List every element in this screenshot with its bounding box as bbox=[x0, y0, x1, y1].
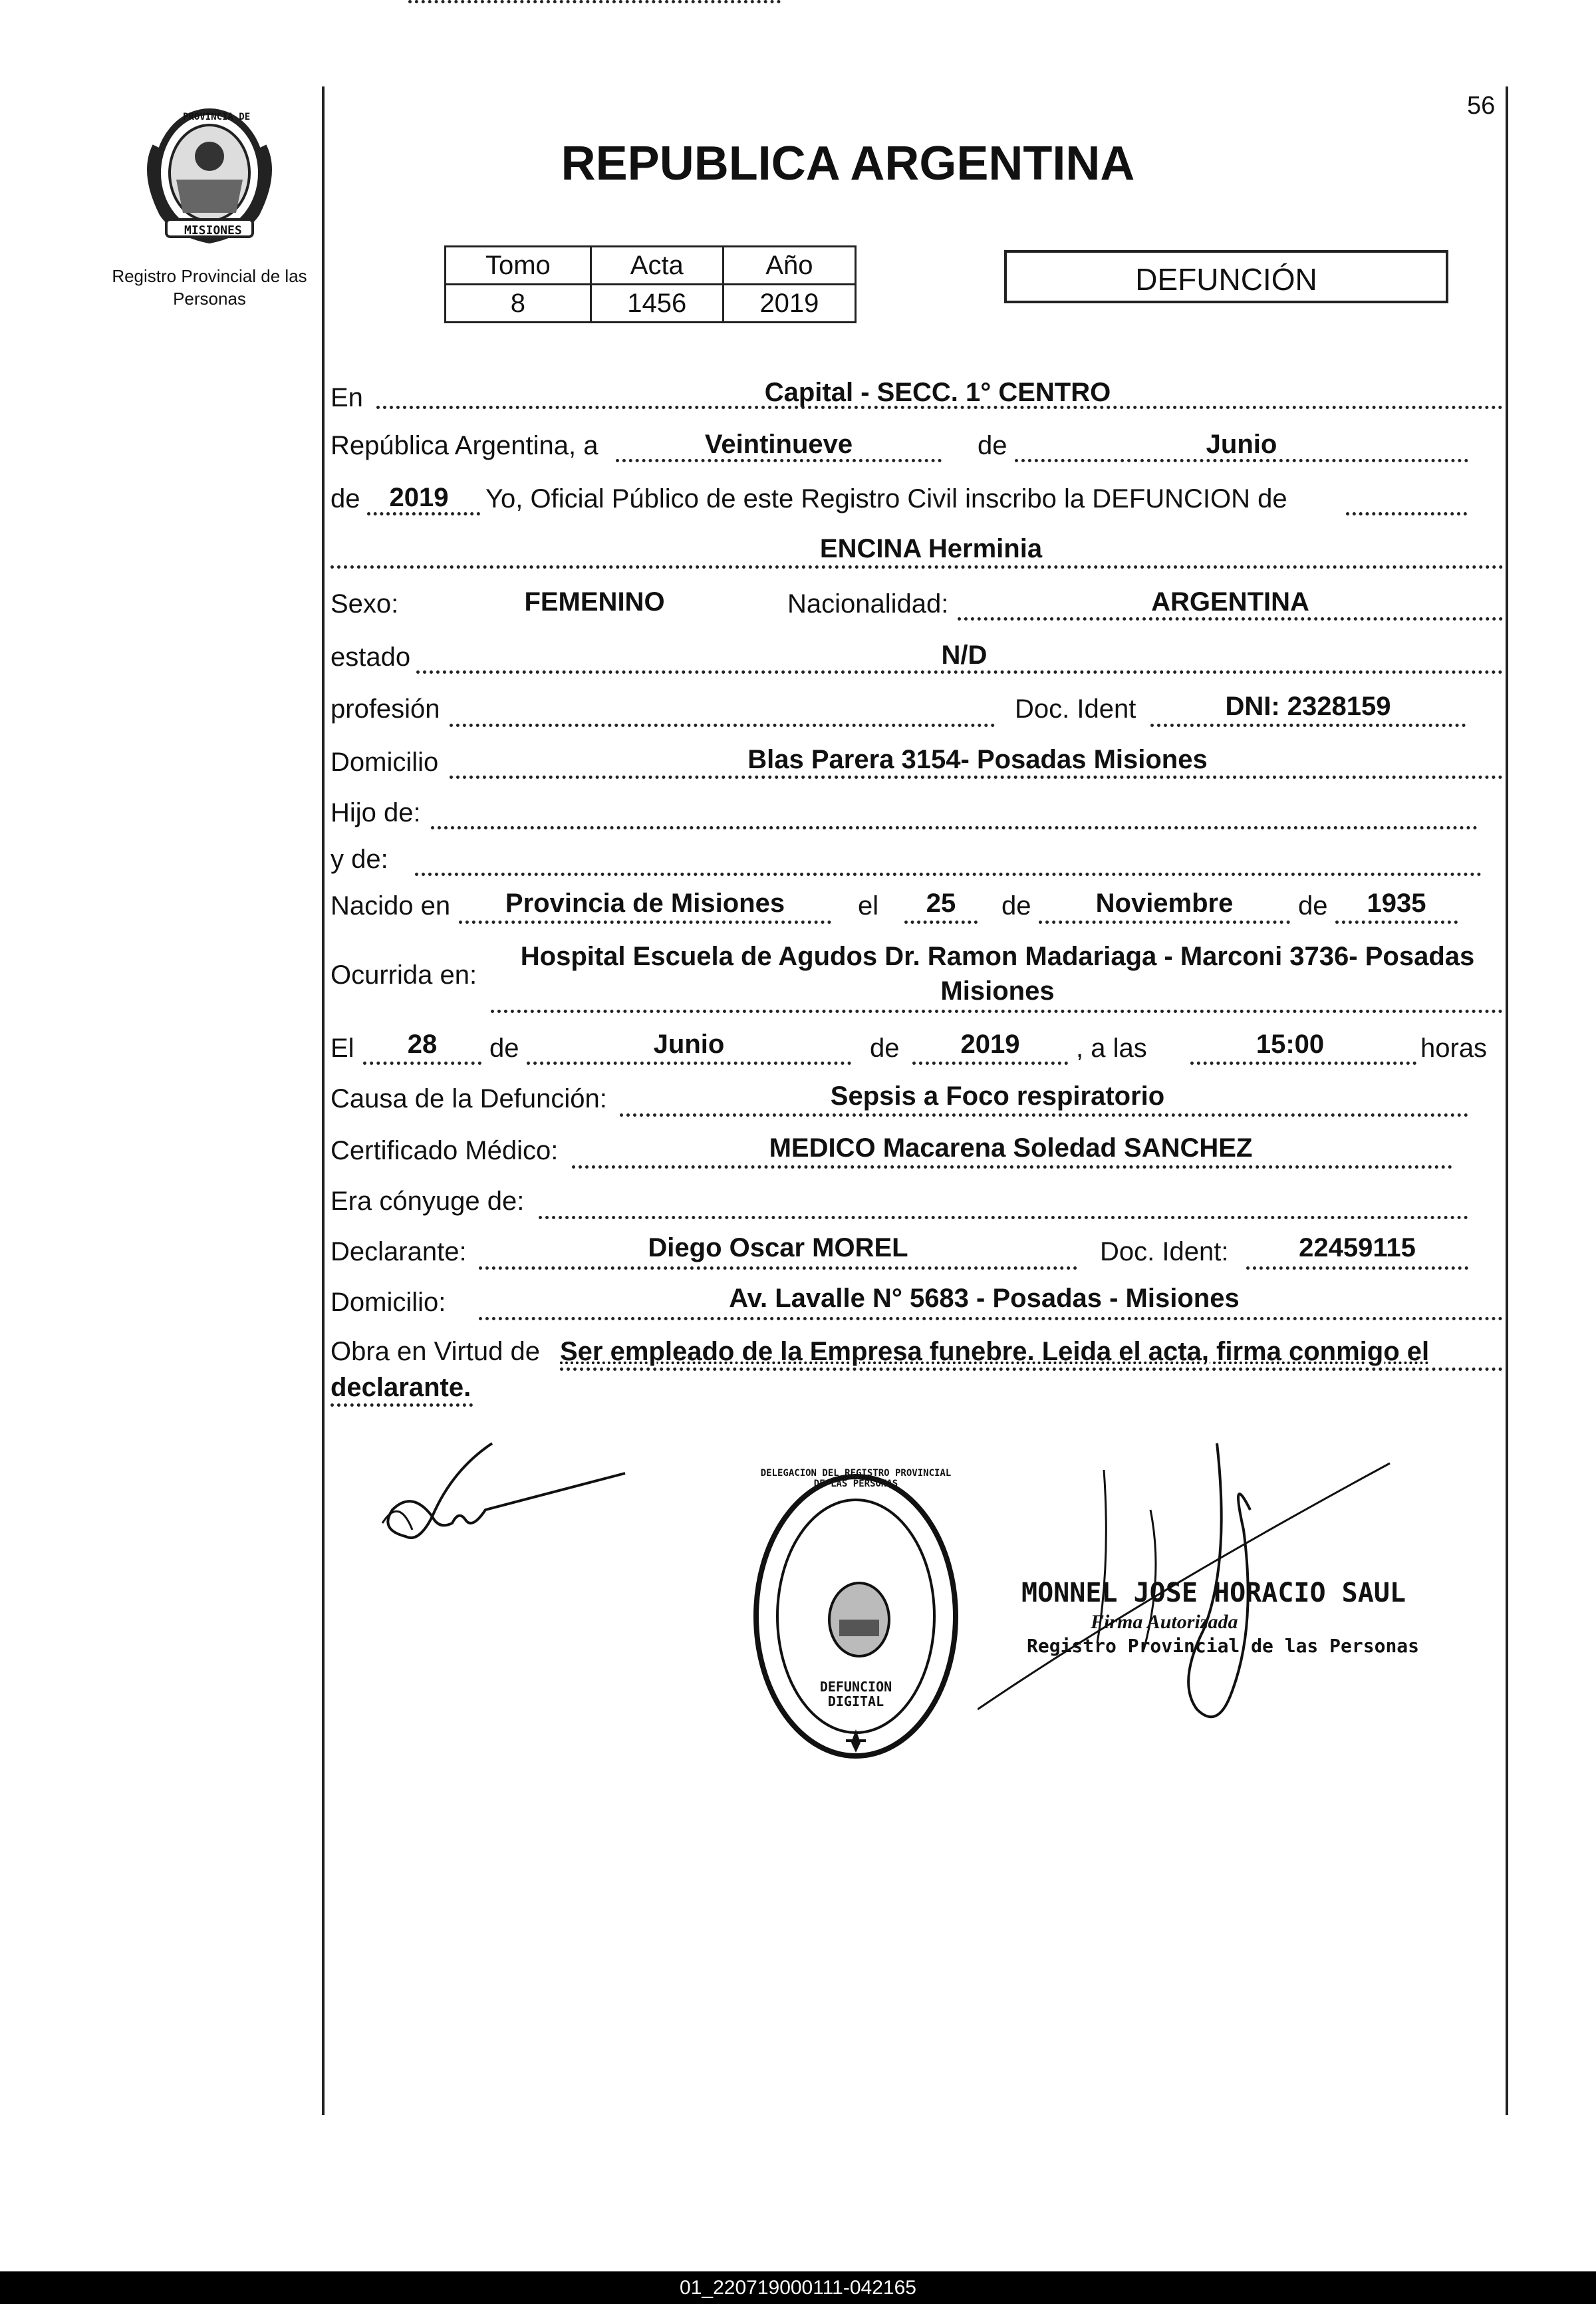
year-value: 2019 bbox=[389, 483, 449, 512]
horas-label: horas bbox=[1420, 1034, 1488, 1063]
estado-line bbox=[416, 670, 1503, 674]
col-acta: Acta bbox=[591, 247, 723, 285]
birth-year: 1935 bbox=[1367, 889, 1426, 918]
death-day: 28 bbox=[407, 1030, 438, 1059]
record-table-values bbox=[446, 285, 856, 323]
death-year: 2019 bbox=[960, 1030, 1020, 1059]
declarante-value: Diego Oscar MOREL bbox=[648, 1233, 908, 1262]
en-label: En bbox=[331, 383, 363, 412]
hijo-line bbox=[431, 826, 1478, 829]
domicilio-value: Blas Parera 3154- Posadas Misiones bbox=[747, 745, 1208, 774]
ocurrida-line2: Misiones bbox=[940, 976, 1055, 1006]
footer-code: 01_220719000111-042165 bbox=[0, 2271, 1596, 2304]
death-time: 15:00 bbox=[1256, 1030, 1325, 1059]
certificado-label: Certificado Médico: bbox=[331, 1136, 559, 1165]
y-de-label: y de: bbox=[331, 845, 388, 874]
a-las-label: , a las bbox=[1076, 1034, 1147, 1063]
page-title: REPUBLICA ARGENTINA bbox=[561, 137, 1135, 190]
declarante-label: Declarante: bbox=[331, 1237, 467, 1266]
deceased-name-line bbox=[331, 565, 1504, 569]
page-number: 56 bbox=[1467, 92, 1496, 120]
birth-day: 25 bbox=[926, 889, 956, 918]
obra-label: Obra en Virtud de bbox=[331, 1337, 541, 1366]
de-label-1: de bbox=[978, 431, 1007, 460]
obra-value-line1: Ser empleado de la Empresa funebre. Leida el acta, firma conmigo el bbox=[560, 1337, 1430, 1366]
logo-ring-top: PROVINCIA DE bbox=[183, 112, 251, 122]
acta-value: 1456 bbox=[591, 285, 723, 323]
month-value: Junio bbox=[1206, 430, 1277, 459]
record-table-header bbox=[446, 247, 856, 285]
death-month: Junio bbox=[653, 1030, 725, 1059]
statement-line bbox=[1346, 512, 1467, 515]
death-month-line bbox=[527, 1062, 851, 1065]
birth-day-line bbox=[904, 921, 978, 924]
nacido-label: Nacido en bbox=[331, 891, 451, 921]
de-label-4: de bbox=[489, 1034, 519, 1063]
doc-type-box: DEFUNCIÓN bbox=[1004, 250, 1448, 303]
el-label: el bbox=[858, 891, 879, 921]
declarante-doc-line bbox=[1246, 1266, 1468, 1270]
seal-ring-text: DELEGACION DEL REGISTRO PROVINCIAL DE LAS PERSONAS bbox=[760, 1468, 952, 1489]
death-time-line bbox=[1190, 1062, 1416, 1065]
hijo-label: Hijo de: bbox=[331, 798, 421, 827]
tomo-value: 8 bbox=[446, 285, 591, 323]
nacionalidad-label: Nacionalidad: bbox=[787, 589, 949, 619]
declarante-line bbox=[479, 1266, 1077, 1270]
birth-month-line bbox=[1039, 921, 1290, 924]
anio-value: 2019 bbox=[723, 285, 855, 323]
obra-line bbox=[560, 1368, 1503, 1371]
registry-seal bbox=[746, 1467, 966, 1766]
nacido-line bbox=[459, 921, 831, 924]
certificado-line bbox=[572, 1165, 1452, 1169]
nacionalidad-line bbox=[958, 617, 1503, 621]
seal-icon bbox=[746, 1467, 966, 1766]
official-title: Firma Autorizada bbox=[1091, 1611, 1238, 1633]
birth-month: Noviembre bbox=[1095, 889, 1234, 918]
deceased-name: ENCINA Herminia bbox=[819, 534, 1043, 563]
left-margin-rule bbox=[322, 86, 325, 2115]
estado-label: estado bbox=[331, 643, 411, 672]
death-day-line bbox=[363, 1062, 481, 1065]
year-prefix-label: de bbox=[331, 484, 360, 513]
republica-label: República Argentina, a bbox=[331, 431, 598, 460]
de-label-3: de bbox=[1298, 891, 1328, 921]
sexo-value: FEMENINO bbox=[524, 587, 665, 617]
nacido-value: Provincia de Misiones bbox=[505, 889, 785, 918]
domicilio2-line bbox=[479, 1317, 1503, 1320]
obra-value-line2: declarante. bbox=[331, 1373, 471, 1402]
logo-ring-bottom: MISIONES bbox=[184, 223, 242, 237]
domicilio-label: Domicilio bbox=[331, 748, 439, 777]
logo-caption: Registro Provincial de las Personas bbox=[112, 266, 307, 309]
seal-inner-text: DEFUNCION DIGITAL bbox=[819, 1679, 892, 1709]
doc-ident-label: Doc. Ident bbox=[1015, 694, 1136, 724]
ocurrida-line bbox=[491, 1010, 1503, 1013]
doc-ident-value: DNI: 2328159 bbox=[1225, 692, 1391, 721]
month-line bbox=[1015, 459, 1468, 462]
obra-line-2 bbox=[331, 1403, 473, 1407]
right-margin-rule bbox=[1506, 86, 1508, 2115]
causa-line bbox=[620, 1113, 1468, 1117]
conyuge-label: Era cónyuge de: bbox=[331, 1187, 525, 1216]
record-table bbox=[444, 245, 857, 323]
official-name: MONNEL JOSE HORACIO SAUL bbox=[1021, 1578, 1406, 1608]
certificado-value: MEDICO Macarena Soledad SANCHEZ bbox=[769, 1133, 1253, 1163]
day-words-line bbox=[616, 459, 942, 462]
birth-year-line bbox=[1335, 921, 1458, 924]
doc-ident-line bbox=[1150, 724, 1466, 727]
en-value: Capital - SECC. 1° CENTRO bbox=[764, 378, 1111, 407]
declarante-doc-label: Doc. Ident: bbox=[1100, 1237, 1229, 1266]
y-de-line bbox=[415, 873, 1482, 876]
profesion-line bbox=[450, 724, 995, 727]
declarante-doc-value: 22459115 bbox=[1299, 1233, 1416, 1262]
de-label-5: de bbox=[870, 1034, 900, 1063]
year-line bbox=[367, 512, 480, 515]
domicilio-line bbox=[450, 776, 1503, 779]
day-words-value: Veintinueve bbox=[704, 430, 853, 459]
nacionalidad-value: ARGENTINA bbox=[1151, 587, 1309, 617]
ocurrida-line1: Hospital Escuela de Agudos Dr. Ramon Madariaga - Marconi 3736- Posadas bbox=[520, 942, 1475, 971]
col-anio: Año bbox=[723, 247, 855, 285]
col-tomo: Tomo bbox=[446, 247, 591, 285]
de-label-2: de bbox=[1001, 891, 1031, 921]
causa-value: Sepsis a Foco respiratorio bbox=[830, 1081, 1165, 1111]
profesion-label: profesión bbox=[331, 694, 440, 724]
statement-text: Yo, Oficial Público de este Registro Civil inscribo la DEFUNCION de bbox=[485, 484, 1287, 513]
sexo-line bbox=[408, 0, 781, 3]
death-year-line bbox=[912, 1062, 1068, 1065]
domicilio2-label: Domicilio: bbox=[331, 1288, 446, 1317]
declarant-signature bbox=[352, 1430, 645, 1563]
official-office: Registro Provincial de las Personas bbox=[1027, 1635, 1420, 1657]
estado-value: N/D bbox=[941, 641, 988, 670]
conyuge-line bbox=[539, 1216, 1468, 1219]
causa-label: Causa de la Defunción: bbox=[331, 1084, 607, 1113]
el-label-2: El bbox=[331, 1034, 354, 1063]
ocurrida-label: Ocurrida en: bbox=[331, 960, 477, 990]
sexo-label: Sexo: bbox=[331, 589, 399, 619]
domicilio2-value: Av. Lavalle N° 5683 - Posadas - Misiones bbox=[729, 1284, 1240, 1313]
